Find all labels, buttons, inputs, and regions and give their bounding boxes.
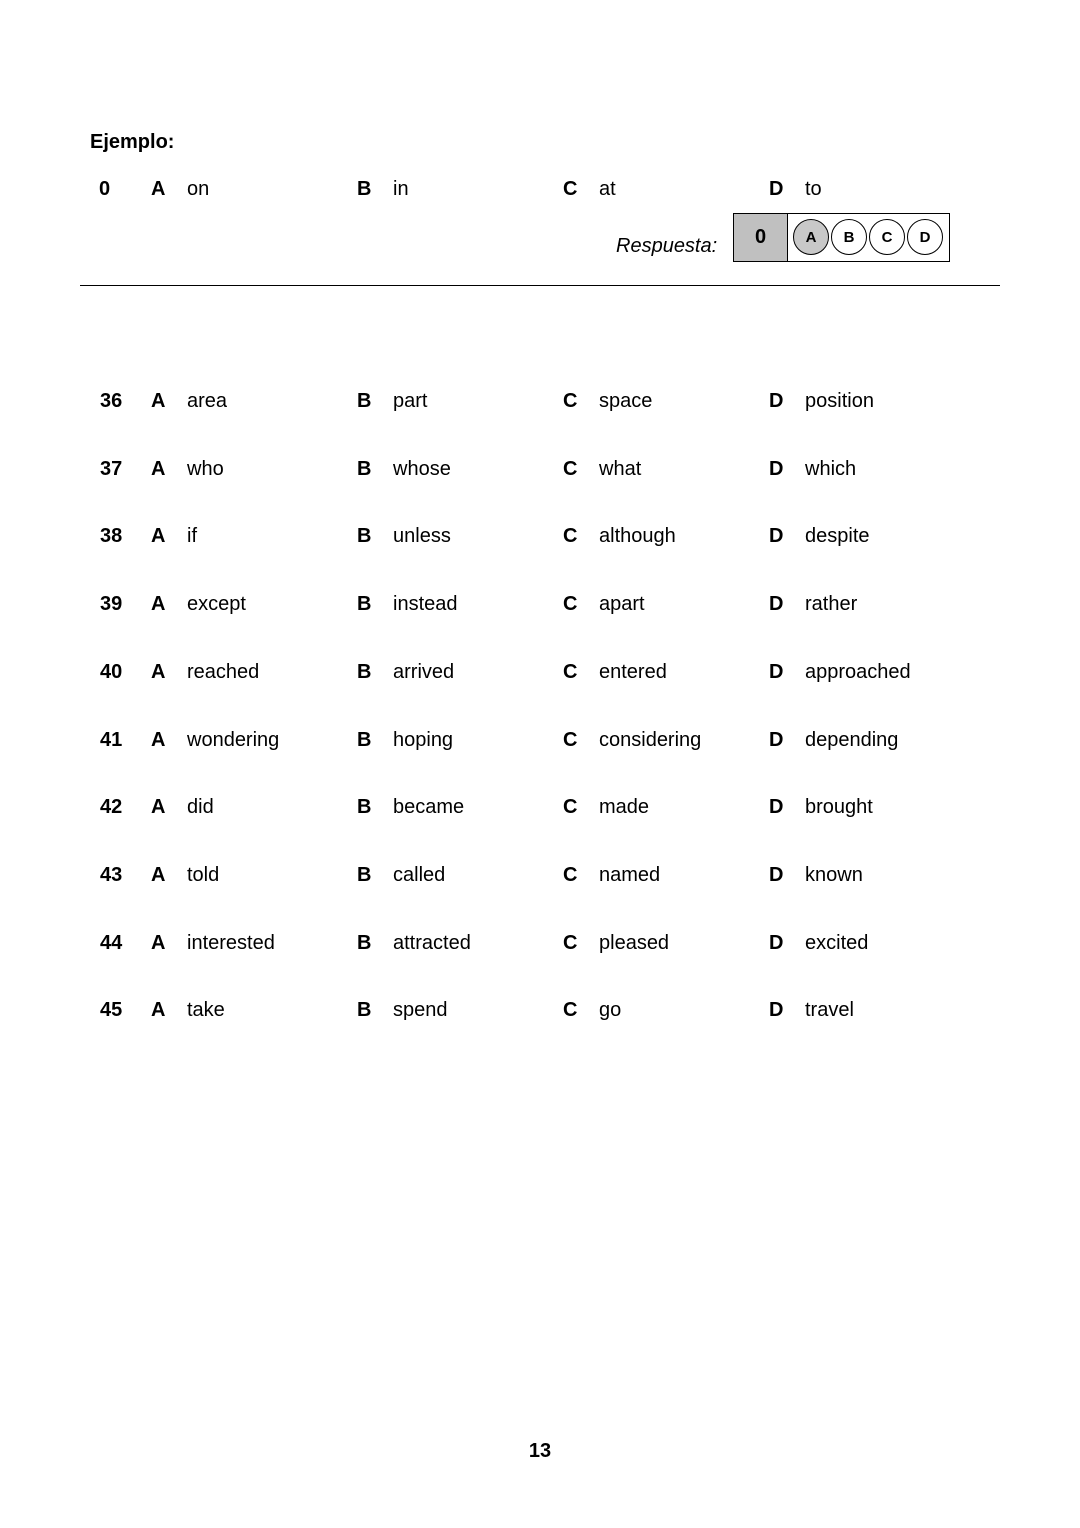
answer-sheet-number: 0: [734, 214, 788, 261]
option-letter-b: B: [357, 593, 372, 615]
option-text-b: in: [393, 178, 409, 200]
option-text-c: although: [599, 525, 676, 547]
example-heading: Ejemplo:: [90, 131, 175, 153]
question-number: 39: [100, 593, 123, 615]
option-letter-c: C: [563, 458, 578, 480]
option-text-a: told: [187, 864, 220, 886]
option-text-b: arrived: [393, 661, 455, 683]
option-text-a: take: [187, 999, 225, 1021]
option-letter-a: A: [151, 864, 166, 886]
option-letter-d: D: [769, 932, 784, 954]
divider-line: [80, 285, 1000, 286]
option-text-b: part: [393, 390, 428, 412]
option-letter-b: B: [357, 729, 372, 751]
option-letter-b: B: [357, 999, 372, 1021]
option-text-a: reached: [187, 661, 260, 683]
option-text-c: pleased: [599, 932, 670, 954]
question-row: [0, 928, 1080, 958]
option-text-a: except: [187, 593, 246, 615]
option-text-d: brought: [805, 796, 873, 818]
option-letter-d: D: [769, 458, 784, 480]
option-text-a: on: [187, 178, 210, 200]
option-letter-c: C: [563, 390, 578, 412]
option-text-d: despite: [805, 525, 870, 547]
option-letter-b: B: [357, 390, 372, 412]
option-text-b: called: [393, 864, 446, 886]
option-letter-a: A: [151, 661, 166, 683]
option-letter-c: C: [563, 796, 578, 818]
option-letter-a: A: [151, 458, 166, 480]
option-text-d: rather: [805, 593, 858, 615]
option-letter-c: C: [563, 864, 578, 886]
option-letter-d: D: [769, 661, 784, 683]
option-letter-b: B: [357, 796, 372, 818]
example-row: [0, 174, 1080, 204]
question-number: 41: [100, 729, 123, 751]
option-text-d: which: [805, 458, 857, 480]
option-text-c: considering: [599, 729, 702, 751]
option-letter-c: C: [563, 729, 578, 751]
option-text-b: attracted: [393, 932, 471, 954]
option-text-b: unless: [393, 525, 451, 547]
question-number: 36: [100, 390, 123, 412]
option-letter-b: B: [357, 525, 372, 547]
option-letter-a: A: [151, 796, 166, 818]
option-letter-b: B: [357, 932, 372, 954]
question-row: [0, 792, 1080, 822]
option-letter-a: A: [151, 932, 166, 954]
option-text-c: what: [599, 458, 642, 480]
question-row: [0, 725, 1080, 755]
option-letter-d: D: [769, 864, 784, 886]
option-text-d: to: [805, 178, 822, 200]
option-text-a: who: [187, 458, 224, 480]
question-row: [0, 657, 1080, 687]
answer-bubble-b: B: [831, 219, 867, 255]
option-text-a: if: [187, 525, 197, 547]
answer-bubble-d: D: [907, 219, 943, 255]
option-text-b: spend: [393, 999, 448, 1021]
option-letter-b: B: [357, 661, 372, 683]
option-letter-a: A: [151, 999, 166, 1021]
answer-bubble-c: C: [869, 219, 905, 255]
option-letter-d: D: [769, 390, 784, 412]
answer-bubbles: [788, 214, 949, 261]
option-text-a: wondering: [187, 729, 280, 751]
option-letter-d: D: [769, 729, 784, 751]
question-row: [0, 454, 1080, 484]
answer-sheet-example: [733, 213, 950, 262]
option-text-d: travel: [805, 999, 854, 1021]
option-letter-c: C: [563, 932, 578, 954]
option-text-c: entered: [599, 661, 667, 683]
option-letter-a: A: [151, 593, 166, 615]
option-text-c: space: [599, 390, 653, 412]
question-row: [0, 995, 1080, 1025]
option-text-c: at: [599, 178, 616, 200]
option-text-b: became: [393, 796, 465, 818]
option-letter-c: C: [563, 178, 578, 200]
option-letter-d: D: [769, 525, 784, 547]
option-text-a: interested: [187, 932, 275, 954]
option-letter-b: B: [357, 458, 372, 480]
option-text-b: hoping: [393, 729, 454, 751]
option-text-b: instead: [393, 593, 458, 615]
option-letter-c: C: [563, 593, 578, 615]
option-letter-a: A: [151, 178, 166, 200]
question-number: 45: [100, 999, 123, 1021]
option-text-b: whose: [393, 458, 451, 480]
option-letter-a: A: [151, 390, 166, 412]
option-text-d: depending: [805, 729, 899, 751]
question-row: [0, 860, 1080, 890]
option-text-d: known: [805, 864, 863, 886]
question-number: 42: [100, 796, 123, 818]
option-letter-a: A: [151, 729, 166, 751]
question-row: [0, 386, 1080, 416]
question-number: 37: [100, 458, 123, 480]
page-number: 13: [528, 1440, 552, 1462]
option-text-a: area: [187, 390, 228, 412]
question-number: 44: [100, 932, 123, 954]
option-text-d: position: [805, 390, 874, 412]
option-letter-b: B: [357, 864, 372, 886]
option-text-d: approached: [805, 661, 911, 683]
option-letter-d: D: [769, 796, 784, 818]
option-letter-c: C: [563, 661, 578, 683]
option-letter-a: A: [151, 525, 166, 547]
option-letter-c: C: [563, 525, 578, 547]
option-letter-b: B: [357, 178, 372, 200]
question-row: [0, 589, 1080, 619]
question-row: [0, 521, 1080, 551]
option-text-a: did: [187, 796, 214, 818]
question-number: 40: [100, 661, 123, 683]
option-letter-d: D: [769, 178, 784, 200]
answer-bubble-a-filled: A: [793, 219, 829, 255]
option-letter-d: D: [769, 999, 784, 1021]
option-text-d: excited: [805, 932, 869, 954]
question-number: 38: [100, 525, 123, 547]
option-letter-d: D: [769, 593, 784, 615]
option-text-c: apart: [599, 593, 645, 615]
answer-label: Respuesta:: [616, 235, 718, 257]
question-number: 43: [100, 864, 123, 886]
option-text-c: go: [599, 999, 622, 1021]
option-text-c: named: [599, 864, 661, 886]
option-letter-c: C: [563, 999, 578, 1021]
question-number: 0: [99, 178, 111, 200]
option-text-c: made: [599, 796, 650, 818]
